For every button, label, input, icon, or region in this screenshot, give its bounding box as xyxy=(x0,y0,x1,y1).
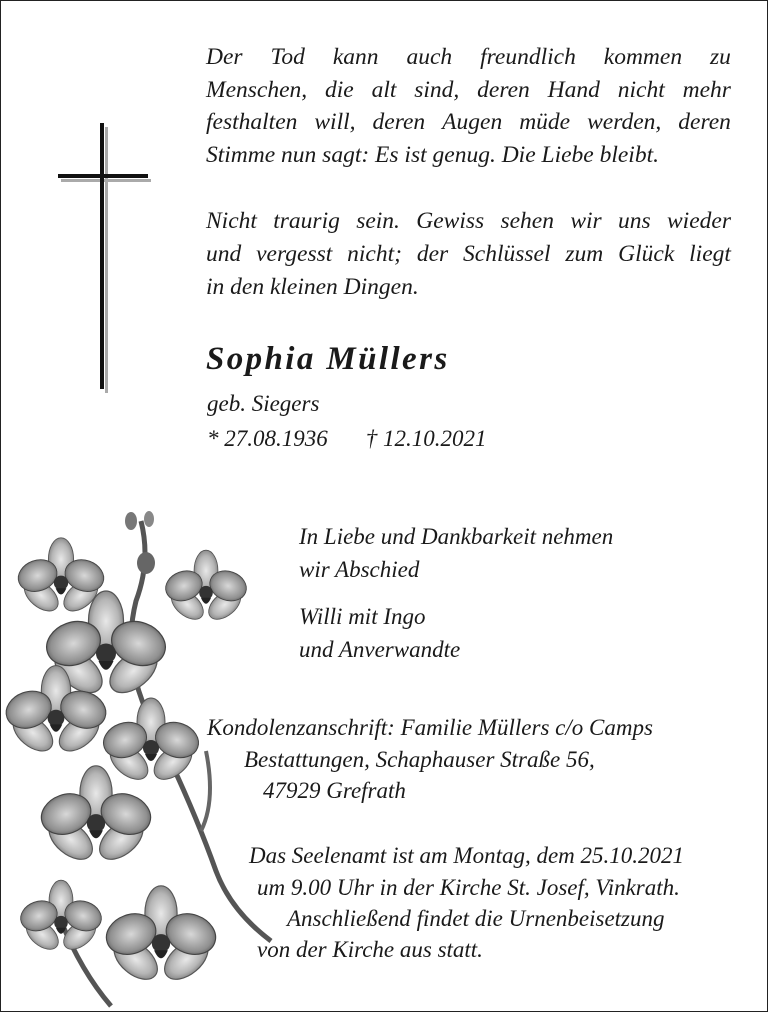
poem-word: die xyxy=(325,76,354,103)
poem-word: Gewiss xyxy=(416,208,485,235)
service-line: von der Kirche aus statt. xyxy=(257,937,483,962)
poem-word: deren xyxy=(372,109,426,136)
poem-word: wieder xyxy=(667,208,731,235)
poem-word: festhalten xyxy=(206,109,298,136)
deceased-name: Sophia Müllers xyxy=(206,341,450,377)
poem-line xyxy=(206,271,731,304)
poem-line xyxy=(206,41,731,74)
birth-name: geb. Siegers xyxy=(207,391,320,416)
poem-word: in den kleinen Dingen. xyxy=(206,273,419,300)
service-line: Anschließend findet die Urnenbeisetzung xyxy=(287,906,665,931)
poem-word: deren xyxy=(678,109,731,136)
signature-line: Willi mit Ingo xyxy=(299,604,426,629)
service-line: Das Seelenamt ist am Montag, dem 25.10.2021 xyxy=(249,843,685,868)
poem-line xyxy=(206,238,731,271)
signature-line: und Anverwandte xyxy=(299,636,461,662)
birth-date: * 27.08.1936 xyxy=(207,426,328,451)
farewell-text xyxy=(299,521,613,586)
mourners-signature xyxy=(299,601,460,666)
poem-word: sehen xyxy=(500,208,554,235)
poem-word: Nicht xyxy=(206,208,257,235)
poem-line xyxy=(206,74,731,107)
poem-word: Hand xyxy=(547,76,600,103)
poem-word: Stimme nun sagt: Es ist genug. Die Liebe bleibt. xyxy=(206,141,659,168)
poem-word: freundlich xyxy=(480,44,576,70)
poem-word: Schlüssel xyxy=(463,240,551,267)
poem-word: uns xyxy=(618,208,651,235)
condolence-line: Kondolenzanschrift: Familie Müllers c/o Camps xyxy=(207,715,653,740)
poem-word: Menschen, xyxy=(206,76,308,103)
poem-word: Augen xyxy=(442,109,503,136)
poem-word: Der xyxy=(206,44,243,70)
poem-word: nicht xyxy=(617,76,665,103)
poem-word: kommen xyxy=(603,44,683,70)
poem-word: Glück xyxy=(618,240,675,267)
poem-word: wir xyxy=(570,208,602,235)
poem-line xyxy=(206,139,731,172)
farewell-line: In Liebe und Dankbarkeit nehmen xyxy=(299,524,614,549)
poem xyxy=(206,41,731,303)
poem-word: will, xyxy=(314,109,356,136)
poem-line xyxy=(206,205,731,238)
farewell-line: wir Abschied xyxy=(299,556,420,582)
poem-word: werden, xyxy=(587,109,662,136)
poem-word: und xyxy=(206,240,242,267)
poem-word: liegt xyxy=(689,240,731,267)
poem-word: zu xyxy=(710,44,731,70)
poem-word: auch xyxy=(406,44,453,70)
poem-word: traurig xyxy=(273,208,340,235)
poem-word: zum xyxy=(565,240,604,267)
poem-word: müde xyxy=(519,109,571,136)
poem-word: deren xyxy=(477,76,530,103)
death-date: † 12.10.2021 xyxy=(365,426,487,451)
poem-word: nicht; xyxy=(347,240,402,267)
poem-word: sein. xyxy=(356,208,400,235)
poem-line xyxy=(206,106,731,139)
poem-word: sind, xyxy=(414,76,460,103)
condolence-line: 47929 Grefrath xyxy=(263,778,406,803)
condolence-line: Bestattungen, Schaphauser Straße 56, xyxy=(244,747,595,772)
poem-word: kann xyxy=(332,44,379,70)
poem-word: alt xyxy=(371,76,397,103)
poem-word: vergesst xyxy=(256,240,333,267)
poem-word: Tod xyxy=(270,44,305,70)
orchid-illustration xyxy=(1,501,321,1011)
service-line: um 9.00 Uhr in der Kirche St. Josef, Vinkrath. xyxy=(257,875,680,900)
poem-word: mehr xyxy=(682,76,731,103)
life-dates xyxy=(207,426,487,452)
poem-word: der xyxy=(416,240,449,267)
